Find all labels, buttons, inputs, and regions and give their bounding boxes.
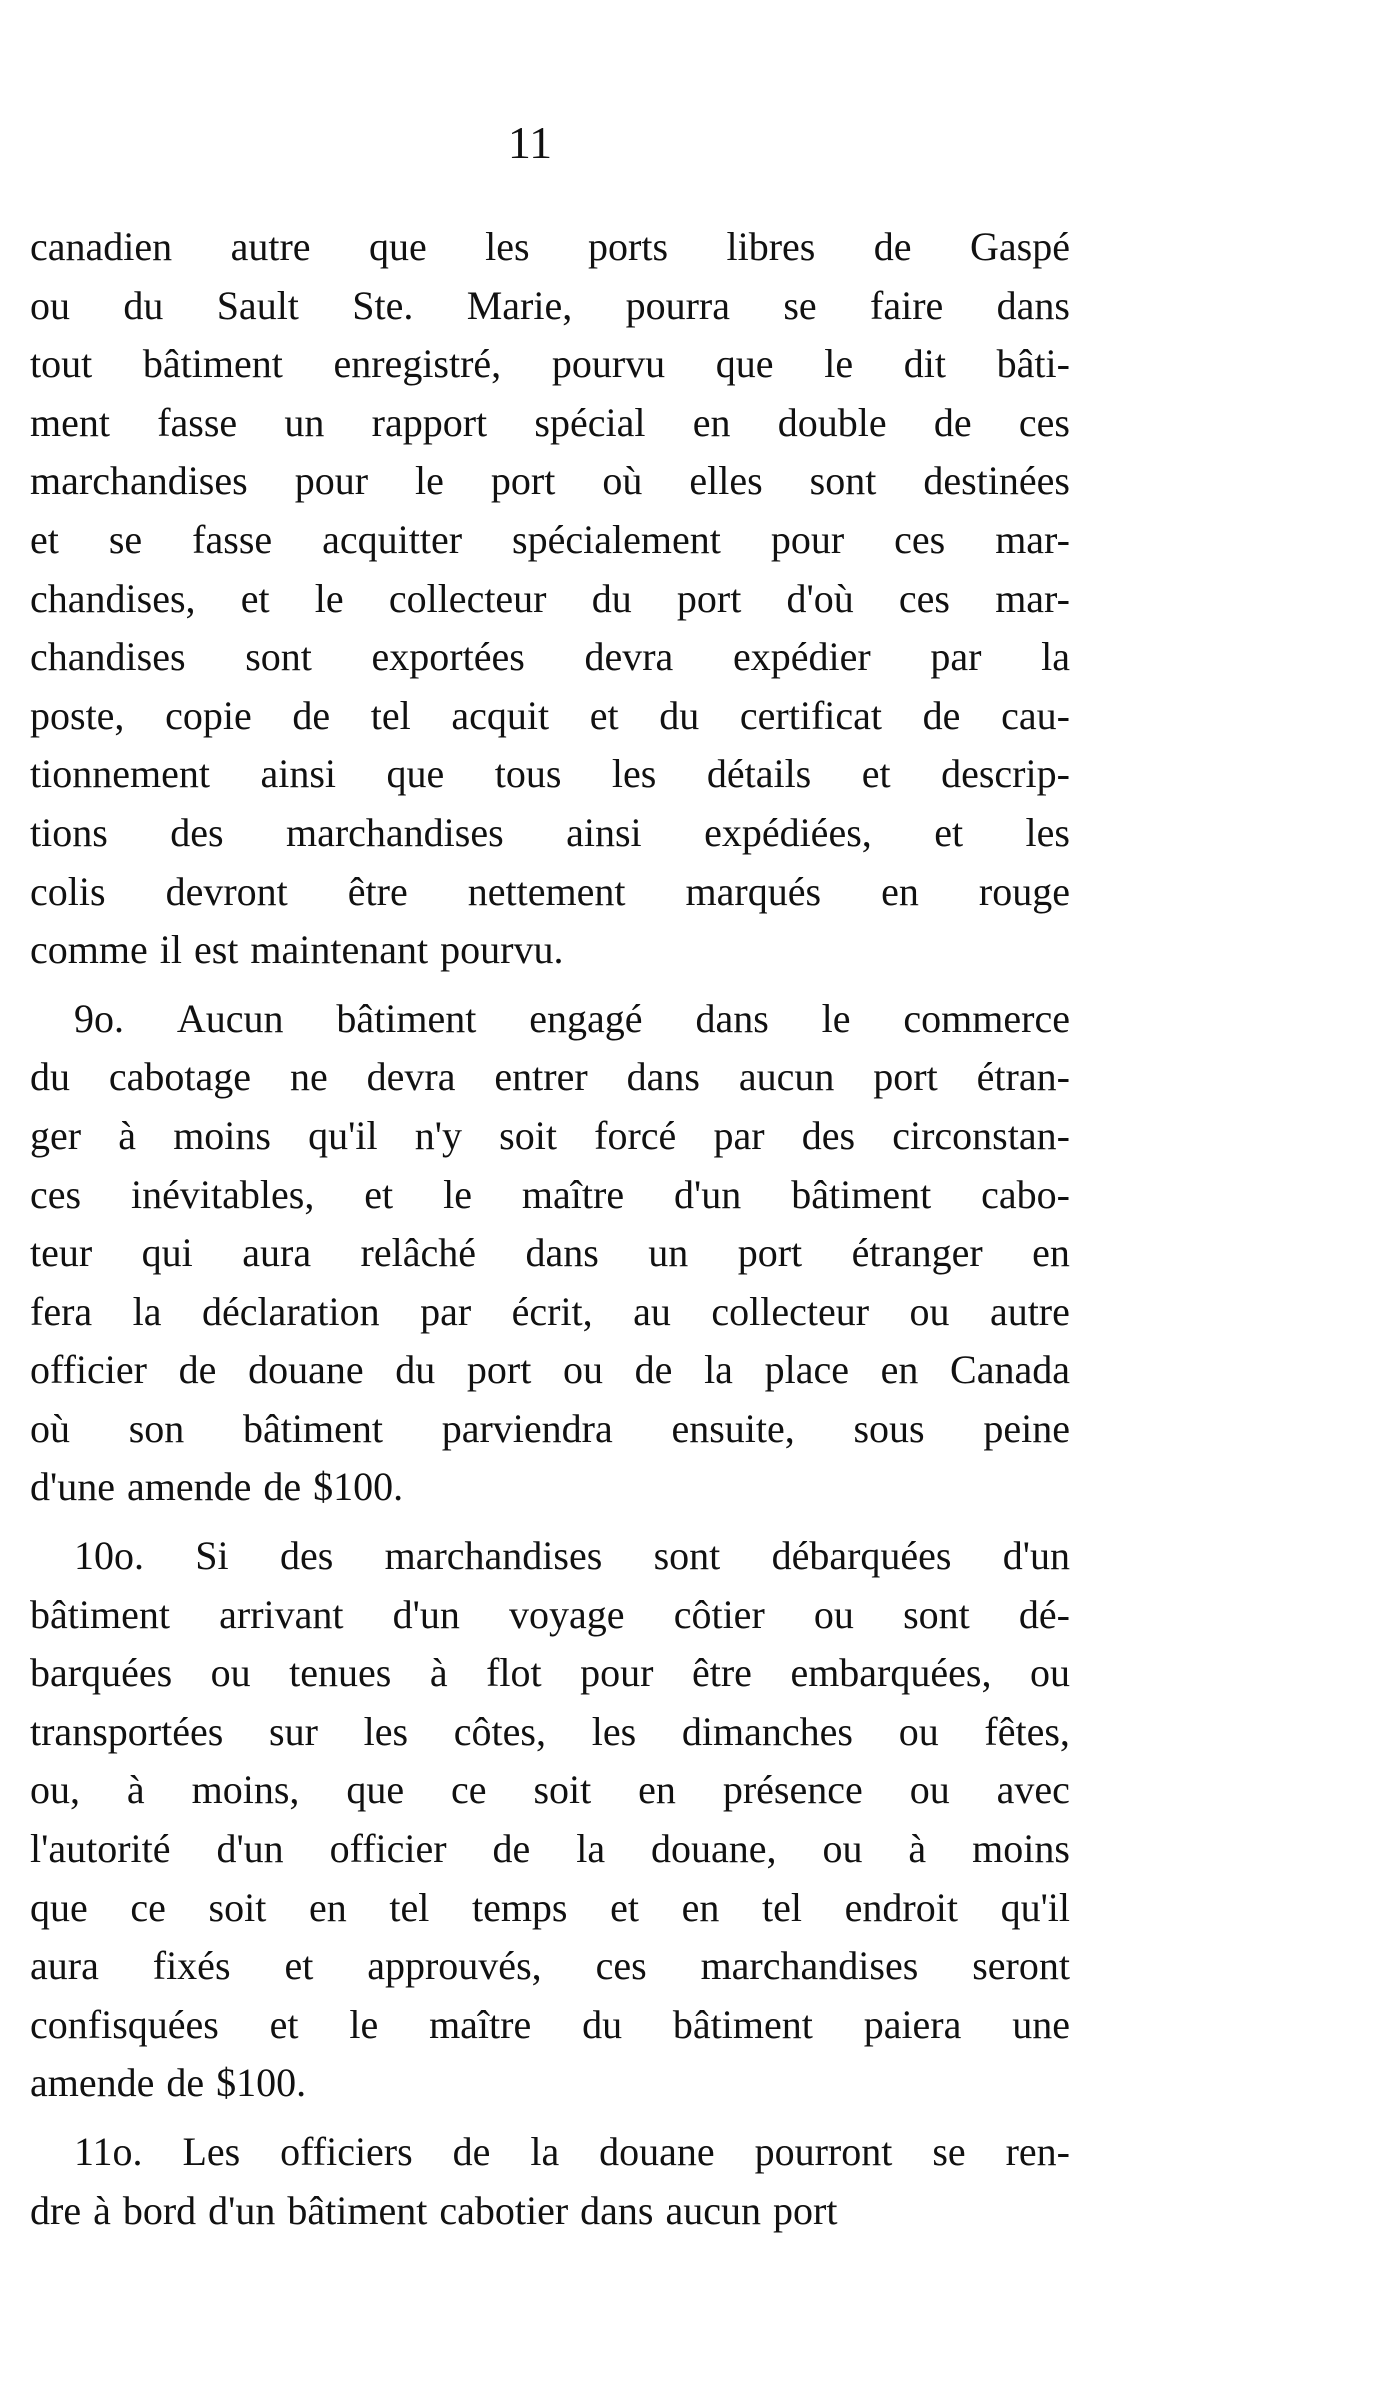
- text-line: comme il est maintenant pourvu.: [30, 927, 564, 973]
- text-line: ou du Sault Ste. Marie, pourra se faire dans: [30, 282, 1070, 328]
- text-line: officier de douane du port ou de la place en Canada: [30, 1347, 1070, 1393]
- text-line: poste, copie de tel acquit et du certificat de cau-: [30, 692, 1070, 738]
- text-line: colis devront être nettement marqués en rouge: [30, 868, 1070, 914]
- text-line: 10o. Si des marchandises sont débarquées d'un: [74, 1533, 1070, 1579]
- text-line: tionnement ainsi que tous les détails et descrip-: [30, 751, 1070, 797]
- text-line: aura fixés et approuvés, ces marchandises seront: [30, 1943, 1070, 1989]
- text-line: fera la déclaration par écrit, au collecteur ou autre: [30, 1288, 1070, 1334]
- text-line: canadien autre que les ports libres de Gaspé: [30, 224, 1070, 269]
- text-line: bâtiment arrivant d'un voyage côtier ou sont dé-: [30, 1591, 1070, 1637]
- text-line: l'autorité d'un officier de la douane, ou à moins: [30, 1826, 1070, 1872]
- text-line: et se fasse acquitter spécialement pour ces mar-: [30, 516, 1070, 562]
- text-line: chandises, et le collecteur du port d'où ces mar-: [30, 575, 1070, 621]
- paragraph-gap: [30, 1517, 1070, 1527]
- paragraph-continuation: [30, 218, 1070, 980]
- text-line: d'une amende de $100.: [30, 1464, 404, 1510]
- paragraph-gap: [30, 980, 1070, 990]
- text-line: confisquées et le maître du bâtiment paiera une: [30, 2001, 1070, 2047]
- text-line: ces inévitables, et le maître d'un bâtiment cabo-: [30, 1171, 1070, 1217]
- text-line: dre à bord d'un bâtiment cabotier dans aucun port: [30, 2187, 838, 2233]
- text-line: amende de $100.: [30, 2060, 307, 2106]
- text-line: ger à moins qu'il n'y soit forcé par des circonstan-: [30, 1112, 1070, 1158]
- text-line: 11o. Les officiers de la douane pourront se ren-: [74, 2129, 1070, 2174]
- text-line: que ce soit en tel temps et en tel endroit qu'il: [30, 1884, 1070, 1930]
- paragraph-section-10: [30, 1527, 1070, 2113]
- text-line: tout bâtiment enregistré, pourvu que le dit bâti-: [30, 341, 1070, 387]
- body-text: [30, 218, 1070, 2240]
- text-line: marchandises pour le port où elles sont destinées: [30, 458, 1070, 504]
- paragraph-gap: [30, 2113, 1070, 2123]
- text-line: ment fasse un rapport spécial en double de ces: [30, 399, 1070, 445]
- text-line: tions des marchandises ainsi expédiées, et les: [30, 809, 1070, 855]
- text-line: où son bâtiment parviendra ensuite, sous peine: [30, 1405, 1070, 1451]
- paragraph-section-11: [30, 2123, 1070, 2240]
- text-line: ou, à moins, que ce soit en présence ou avec: [30, 1767, 1070, 1813]
- text-line: teur qui aura relâché dans un port étranger en: [30, 1230, 1070, 1276]
- text-line: du cabotage ne devra entrer dans aucun port étran-: [30, 1054, 1070, 1100]
- text-line: barquées ou tenues à flot pour être embarquées, ou: [30, 1650, 1070, 1696]
- text-line: transportées sur les côtes, les dimanches ou fêtes,: [30, 1708, 1070, 1754]
- text-line: 9o. Aucun bâtiment engagé dans le commerce: [74, 995, 1070, 1041]
- paragraph-section-9: [30, 990, 1070, 1517]
- text-line: chandises sont exportées devra expédier par la: [30, 634, 1070, 680]
- page-number: 11: [507, 117, 553, 168]
